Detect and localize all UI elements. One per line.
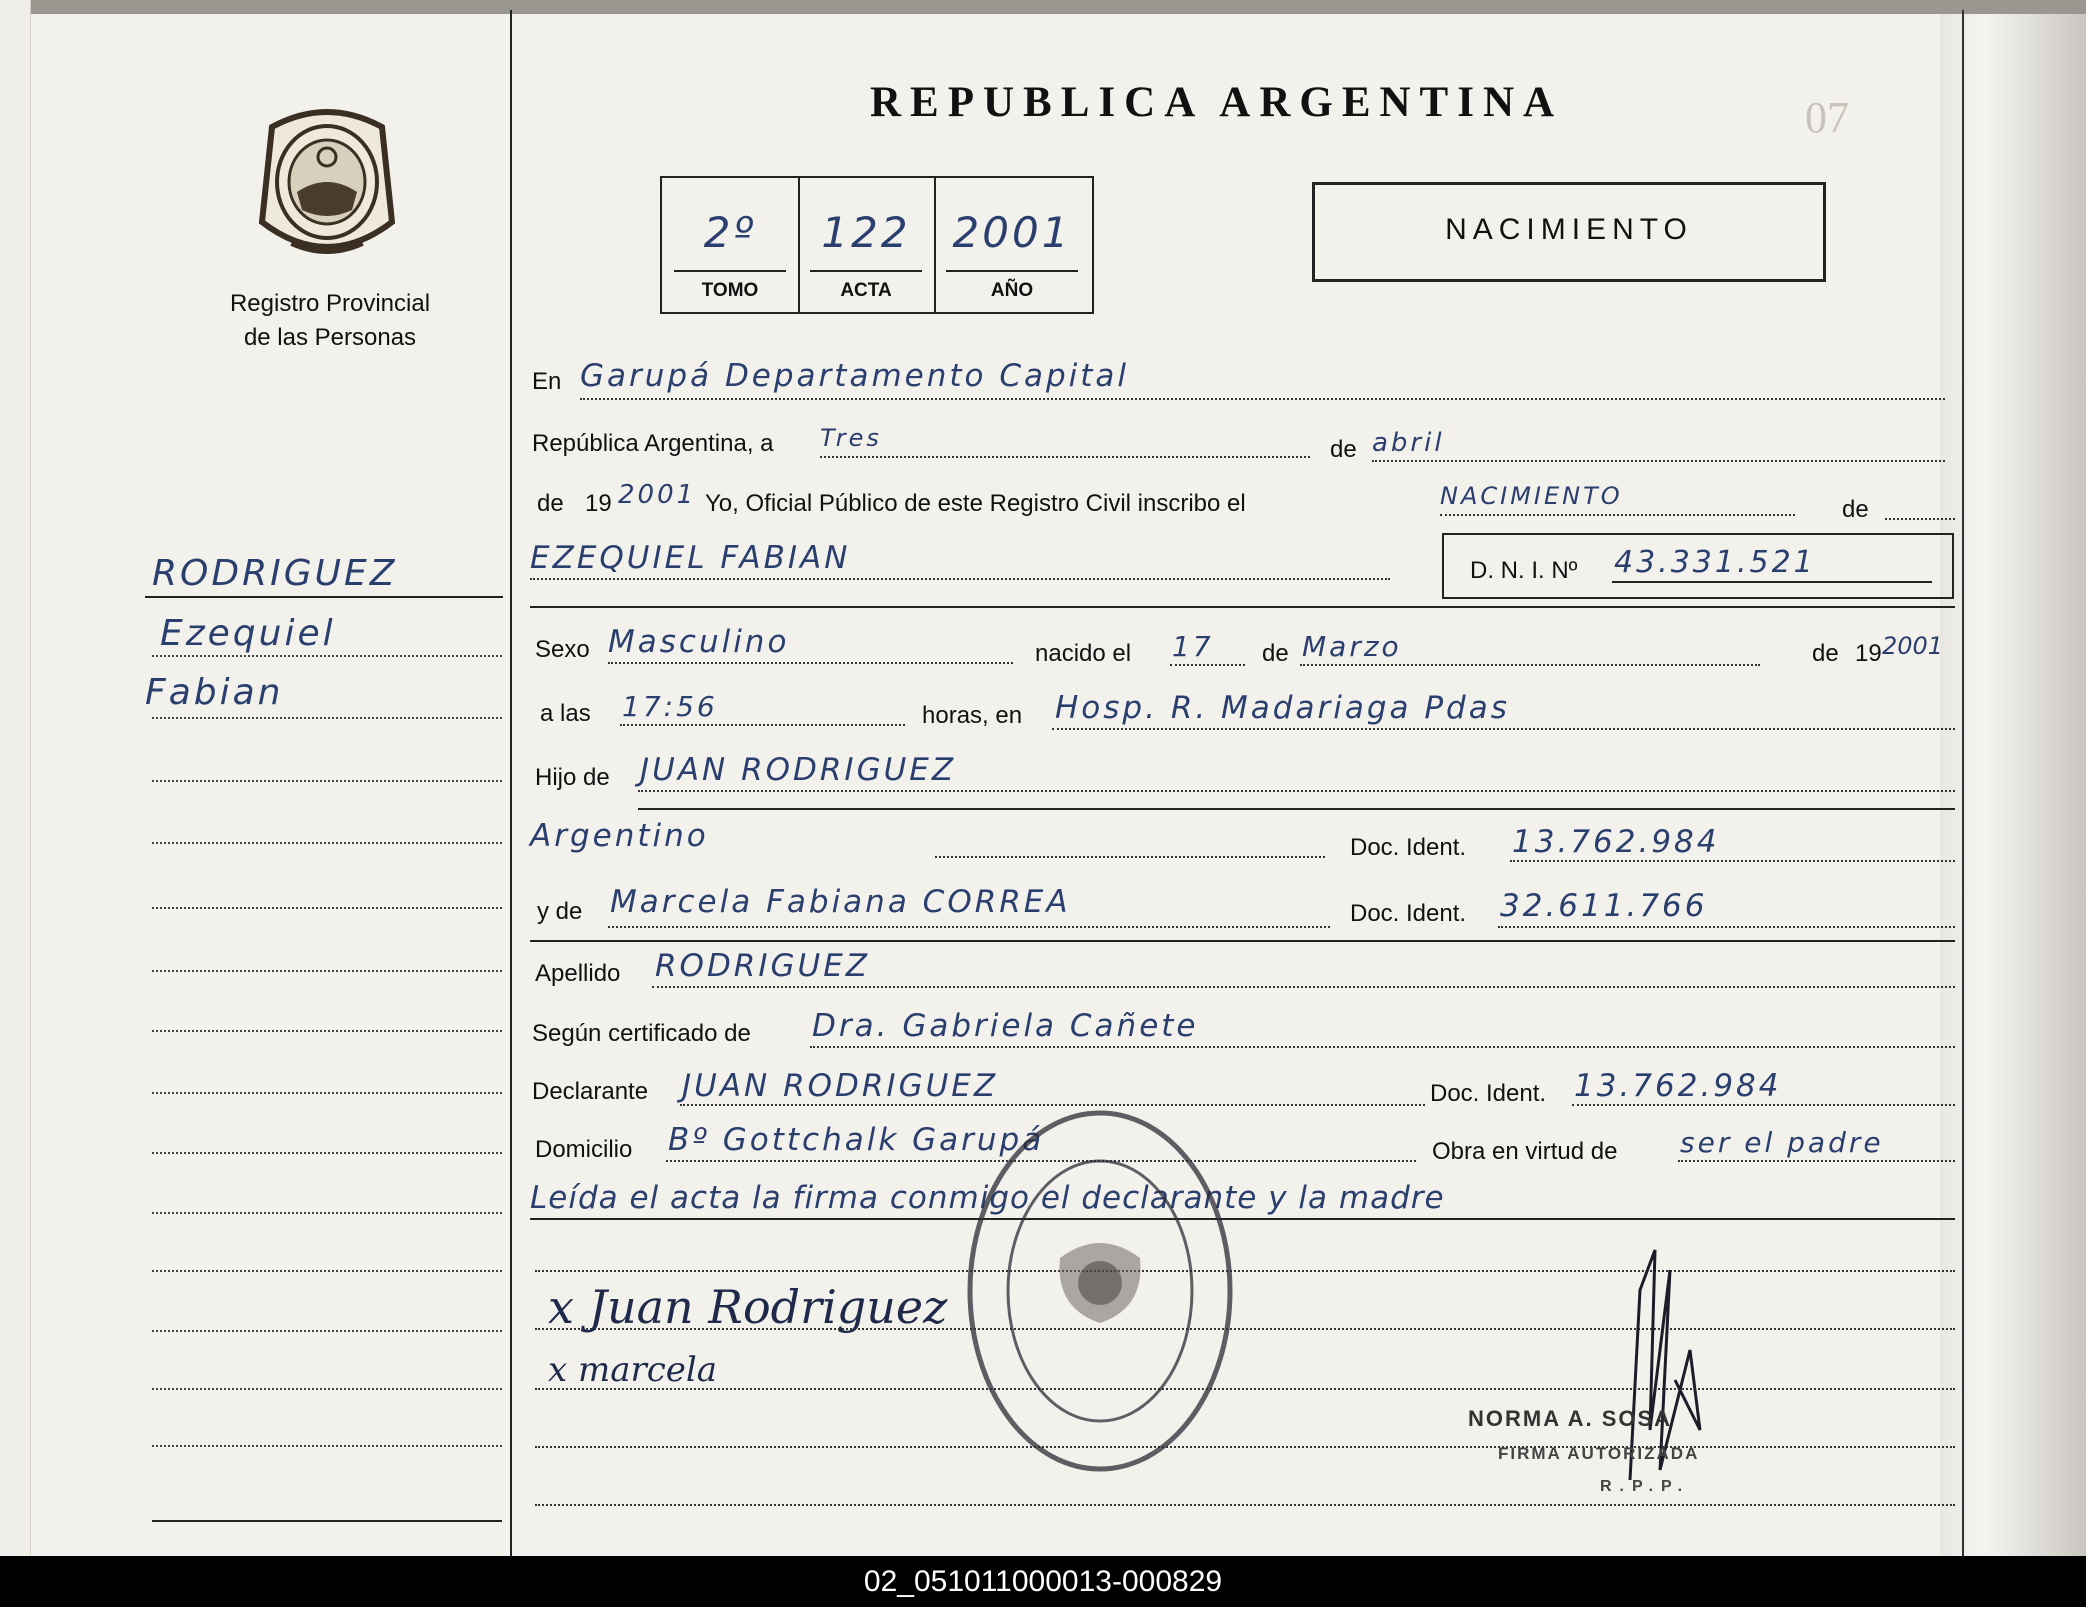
cell-underline	[810, 270, 922, 272]
month-line	[1372, 460, 1945, 462]
domicilio-value: Bº Gottchalk Garupá	[668, 1122, 1045, 1158]
signature-father: x Juan Rodriguez	[548, 1280, 948, 1334]
margin-line	[152, 907, 502, 909]
margin-line	[152, 970, 502, 972]
hijo-label: Hijo de	[535, 764, 610, 791]
misiones-seal-icon	[252, 102, 402, 262]
record-type-box	[1312, 182, 1826, 282]
margin-line	[152, 1092, 502, 1094]
doc-label-mother: Doc. Ident.	[1350, 900, 1467, 927]
ruled-line	[535, 1504, 1955, 1506]
certificado-value: Dra. Gabriela Cañete	[812, 1008, 1199, 1044]
page-number: 07	[1805, 93, 1849, 142]
margin-line	[152, 1270, 502, 1272]
declarante-doc-line	[1572, 1104, 1955, 1106]
birth-day: 17	[1172, 630, 1214, 663]
cell-underline	[674, 270, 786, 272]
margin-secondname: Fabian	[145, 672, 284, 713]
name-line	[530, 578, 1390, 580]
a-las-label: a las	[540, 700, 591, 727]
dni-box	[1442, 533, 1954, 599]
acta-cell	[798, 178, 936, 312]
column-divider	[510, 10, 512, 1556]
official-stamp-icon	[965, 1108, 1235, 1474]
month-value: abril	[1372, 428, 1445, 458]
acta-label: ACTA	[840, 280, 892, 301]
margin-line	[152, 842, 502, 844]
closing-statement: Leída el acta la firma conmigo el declarante y la madre	[530, 1180, 1445, 1216]
en-label: En	[532, 368, 562, 395]
section-rule	[530, 940, 1955, 942]
closing-rule	[530, 1218, 1955, 1220]
inscribed-value: NACIMIENTO	[1440, 482, 1623, 510]
birth-day-line	[1170, 664, 1245, 666]
dni-line	[1612, 581, 1932, 583]
mother-doc-line	[1498, 926, 1955, 928]
document-title: REPUBLICA ARGENTINA	[870, 79, 1564, 126]
year-value: 2001	[618, 480, 697, 510]
declarante-value: JUAN RODRIGUEZ	[682, 1068, 999, 1104]
birth-year: 2001	[1882, 632, 1944, 660]
certificado-label: Según certificado de	[532, 1020, 751, 1047]
father-doc-line	[1510, 860, 1955, 862]
margin-line	[152, 1212, 502, 1214]
year-prefix: 19	[585, 490, 612, 517]
day-value: Tres	[820, 424, 882, 452]
apellido-label: Apellido	[535, 960, 621, 987]
officer-text: Yo, Oficial Público de este Registro Civil inscribo el	[705, 490, 1246, 517]
nationality-line	[935, 856, 1325, 858]
declarante-doc: 13.762.984	[1574, 1068, 1782, 1104]
margin-line	[152, 1030, 502, 1032]
cell-underline	[946, 270, 1078, 272]
margin-line	[145, 596, 503, 598]
record-type-label: NACIMIENTO	[1445, 213, 1693, 246]
domicilio-label: Domicilio	[535, 1136, 633, 1163]
de-label: de	[1330, 436, 1357, 463]
birth-place: Hosp. R. Madariaga Pdas	[1055, 690, 1510, 726]
de-after-label: de	[1842, 496, 1869, 523]
margin-surname: RODRIGUEZ	[152, 553, 398, 594]
father-rule	[638, 808, 1955, 810]
scan-id-footer: 02_051011000013-000829	[0, 1556, 2086, 1607]
tomo-value: 2º	[703, 208, 757, 257]
sexo-value: Masculino	[608, 624, 790, 660]
ruled-line	[535, 1446, 1955, 1448]
declarante-label: Declarante	[532, 1078, 649, 1105]
right-border	[1962, 10, 1964, 1556]
margin-line	[152, 1330, 502, 1332]
birth-year-prefix: 19	[1855, 640, 1882, 667]
obra-line	[1678, 1160, 1955, 1162]
mother-doc: 32.611.766	[1500, 888, 1708, 924]
sexo-line	[608, 662, 1013, 664]
margin-line	[152, 780, 502, 782]
time-line	[620, 724, 905, 726]
doc-label-declarante: Doc. Ident.	[1430, 1080, 1547, 1107]
record-table	[660, 176, 1094, 314]
scan-top-edge	[0, 0, 2086, 14]
place-line	[580, 398, 1945, 400]
registry-name-line2: de las Personas	[243, 324, 417, 351]
birth-time: 17:56	[622, 690, 718, 723]
margin-line	[152, 655, 502, 657]
father-name: JUAN RODRIGUEZ	[640, 752, 957, 788]
margin-line	[152, 717, 502, 719]
margin-firstname: Ezequiel	[160, 613, 336, 654]
authorized-role: FIRMA AUTORIZADA	[1498, 1444, 1700, 1463]
certificado-line	[810, 1046, 1955, 1048]
margin-line	[152, 1388, 502, 1390]
ruled-line	[535, 1388, 1955, 1390]
tomo-cell	[662, 178, 800, 312]
ano-value: 2001	[952, 208, 1072, 257]
horas-label: horas, en	[922, 702, 1023, 729]
birth-month-line	[1300, 664, 1760, 666]
republica-label: República Argentina, a	[532, 430, 774, 457]
mother-line	[608, 926, 1330, 928]
margin-line	[152, 1520, 502, 1522]
nacido-label: nacido el	[1035, 640, 1132, 667]
place-birth-line	[1052, 728, 1955, 730]
mother-name: Marcela Fabiana CORREA	[610, 884, 1071, 920]
margin-line	[152, 1445, 502, 1447]
day-line	[820, 456, 1310, 458]
declarante-line	[680, 1104, 1425, 1106]
ano-cell	[934, 178, 1090, 312]
dni-label: D. N. I. Nº	[1470, 557, 1578, 584]
apellido-line	[652, 986, 1955, 988]
place-value: Garupá Departamento Capital	[580, 358, 1130, 394]
ruled-line	[535, 1270, 1955, 1272]
birth-month: Marzo	[1302, 630, 1402, 663]
obra-value: ser el padre	[1680, 1126, 1884, 1159]
authorized-name: NORMA A. SOSA	[1468, 1406, 1673, 1431]
de-after-line	[1885, 518, 1955, 520]
father-line	[638, 790, 1955, 792]
signature-mother: x marcela	[548, 1350, 718, 1390]
binding-spine	[0, 0, 31, 1556]
authorized-initials: R.P.P.	[1600, 1478, 1691, 1495]
acta-value: 122	[821, 208, 911, 257]
section-rule	[530, 606, 1955, 608]
dni-value: 43.331.521	[1614, 545, 1816, 580]
inscribed-line	[1440, 514, 1795, 516]
obra-label: Obra en virtud de	[1432, 1138, 1618, 1165]
doc-label: Doc. Ident.	[1350, 834, 1467, 861]
apellido-value: RODRIGUEZ	[655, 948, 871, 984]
yde-label: y de	[537, 898, 583, 925]
ano-label: AÑO	[990, 280, 1034, 301]
father-doc: 13.762.984	[1512, 824, 1720, 860]
sexo-label: Sexo	[535, 636, 590, 663]
registry-name-line1: Registro Provincial	[229, 290, 431, 317]
birth-year-de: de	[1812, 640, 1839, 667]
tomo-label: TOMO	[701, 280, 759, 301]
year-de-label: de	[537, 490, 564, 517]
margin-line	[152, 1152, 502, 1154]
child-full-name: EZEQUIEL FABIAN	[530, 540, 851, 576]
father-nationality: Argentino	[530, 818, 709, 854]
birth-de-label: de	[1262, 640, 1289, 667]
